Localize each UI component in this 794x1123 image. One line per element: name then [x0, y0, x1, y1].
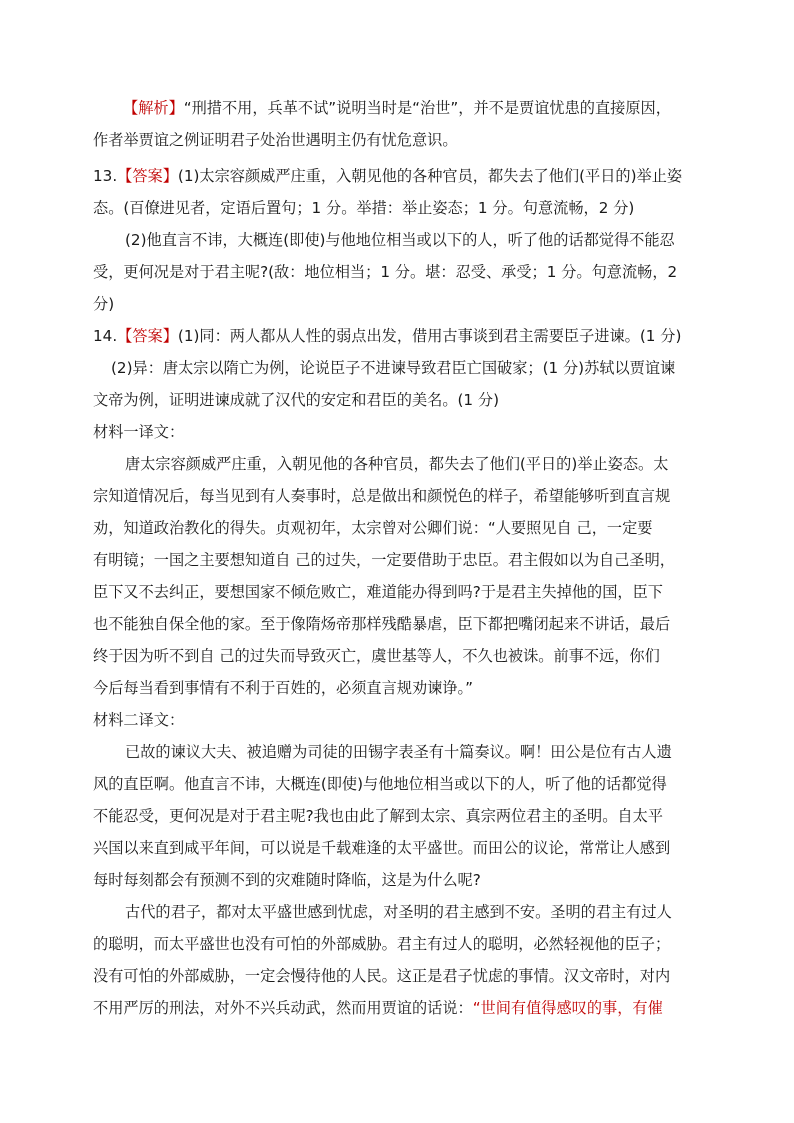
material-1-line: 宗知道情况后，每当见到有人奏事时，总是做出和颜悦色的样子，希望能够听到直言规: [93, 487, 671, 505]
answer-14-line-1: 14.【答案】(1)同：两人都从人性的弱点出发，借用古事谈到君主需要臣子进谏。(1 分): [93, 327, 682, 345]
material-1-line: 有明镜；一国之主要想知道自 己的过失，一定要借助于忠臣。君主假如以为自己圣明，: [93, 551, 675, 569]
answer-14-line-2: (2)异：唐太宗以隋亡为例，论说臣子不进谏导致君臣亡国破家；(1 分)苏轼以贾谊谏: [111, 359, 676, 377]
analysis-tag: 【解析】: [123, 99, 184, 117]
answer-13-line-5: 分): [93, 295, 115, 313]
material-1-line: 也不能独自保全他的家。至于像隋炀帝那样残酷暴虐，臣下都把嘴闭起来不讲话，最后: [93, 615, 671, 633]
material-1-line: 劝，知道政治教化的得失。贞观初年，太宗曾对公卿们说：“人要照见自 己，一定要: [93, 519, 653, 537]
answer-13-line-2: 态。(百僚进见者，定语后置句；1 分。举措：举止姿态；1 分。句意流畅，2 分): [93, 199, 635, 217]
material-1-block: [93, 416, 705, 704]
material-2-line: 古代的君子，都对太平盛世感到忧虑，对圣明的君主感到不安。圣明的君主有过人: [125, 903, 672, 921]
analysis-block: [93, 92, 705, 156]
material-1-line: 终于因为听不到自 己的过失而导致灭亡，虞世基等人，不久也被诛。前事不远，你们: [93, 647, 660, 665]
material-2-line: 没有可怕的外部威胁，一定会慢待他的人民。这正是君子忧虑的事情。汉文帝时，对内: [93, 967, 671, 985]
answer-13-line-4: 受，更何况是对于君主呢?(敌：地位相当；1 分。堪：忍受、承受；1 分。句意流畅，2: [93, 263, 678, 281]
material-1-line: 今后每当看到事情有不利于百姓的，必须直言规劝谏诤。”: [93, 679, 473, 697]
material-1-line: 唐太宗容颜威严庄重，入朝见他的各种官员，都失去了他们(平日的)举止姿态。太: [125, 455, 669, 473]
question-number: 14.: [93, 327, 118, 345]
material-2-heading: 材料二译文：: [93, 711, 185, 729]
material-2-line: 已故的谏议大夫、被追赠为司徒的田锡字表圣有十篇奏议。啊！田公是位有古人遗: [125, 743, 672, 761]
material-1-line: 臣下又不去纠正，要想国家不倾危败亡，难道能办得到吗?于是君主失掉他的国，臣下: [93, 583, 663, 601]
material-2-line: 兴国以来直到咸平年间，可以说是千载难逢的太平盛世。而田公的议论，常常让人感到: [93, 839, 671, 857]
answer-14-block: [93, 320, 705, 416]
answer-13-block: [93, 160, 705, 320]
material-2-line: 的聪明，而太平盛世也没有可怕的外部威胁。君主有过人的聪明，必然轻视他的臣子；: [93, 935, 671, 953]
question-number: 13.: [93, 167, 118, 185]
analysis-line-2: 作者举贾谊之例证明君子处治世遇明主仍有忧危意识。: [93, 131, 458, 149]
material-2-block: [93, 704, 705, 1024]
material-2-line: 风的直臣啊。他直言不讳，大概连(即使)与他地位相当或以下的人，听了他的话都觉得: [93, 775, 667, 793]
material-2-line: 不能忍受，更何况是对于君主呢?我也由此了解到太宗、真宗两位君主的圣明。自太平: [93, 807, 663, 825]
answer-tag: 【答案】: [117, 167, 178, 185]
material-1-heading: 材料一译文：: [93, 423, 185, 441]
material-2-line: 不用严厉的刑法，对外不兴兵动武，然而用贾谊的话说：“世间有值得感叹的事，有催: [93, 999, 663, 1017]
analysis-line-1: 【解析】“刑措不用，兵革不试”说明当时是“治世”，并不是贾谊忧患的直接原因，: [123, 99, 671, 117]
answer-tag: 【答案】: [117, 327, 178, 345]
answer-13-line-1: 13.【答案】(1)太宗容颜威严庄重，入朝见他的各种官员，都失去了他们(平日的)举止姿: [93, 167, 683, 185]
quote-red: “世间有值得感叹的事，有催: [472, 999, 663, 1017]
answer-13-line-3: (2)他直言不讳，大概连(即使)与他地位相当或以下的人，听了他的话都觉得不能忍: [125, 231, 675, 249]
answer-14-line-3: 文帝为例，证明进谏成就了汉代的安定和君臣的美名。(1 分): [93, 391, 500, 409]
material-2-line: 每时每刻都会有预测不到的灾难随时降临，这是为什么呢?: [93, 871, 481, 889]
